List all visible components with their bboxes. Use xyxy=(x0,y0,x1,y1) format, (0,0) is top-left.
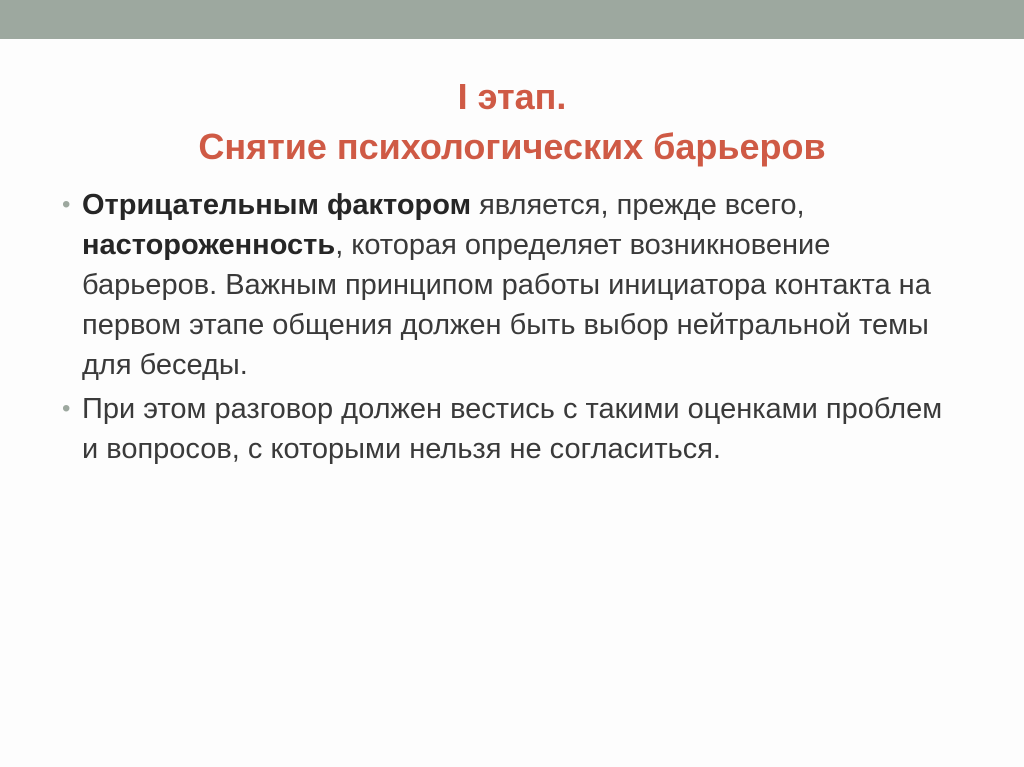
top-bar xyxy=(0,0,1024,39)
bullet-item xyxy=(62,185,962,385)
title-line-2: Снятие психологических барьеров xyxy=(198,126,826,167)
bullet-dot-icon: • xyxy=(62,191,71,218)
bullet-item xyxy=(62,389,962,469)
bullet-text: При этом разговор должен вестись с такими оценками проблем и вопросов, с которыми нельзя не согласиться. xyxy=(82,393,943,465)
bullet-list xyxy=(62,185,962,473)
title-line-1: I этап. xyxy=(457,76,567,117)
slide-title xyxy=(0,72,1024,172)
bullet-bold-text: Отрицательным фактором xyxy=(82,189,472,221)
slide xyxy=(0,39,1024,767)
bullet-text: является, прежде всего, xyxy=(471,189,805,221)
bullet-text: , которая определяет возникновение барьеров. Важным принципом работы инициатора контакта на первом этапе общения должен быть выбор нейтральной темы для беседы. xyxy=(82,229,931,381)
bullet-dot-icon: • xyxy=(62,395,71,422)
bullet-bold-text: настороженность xyxy=(82,229,336,261)
